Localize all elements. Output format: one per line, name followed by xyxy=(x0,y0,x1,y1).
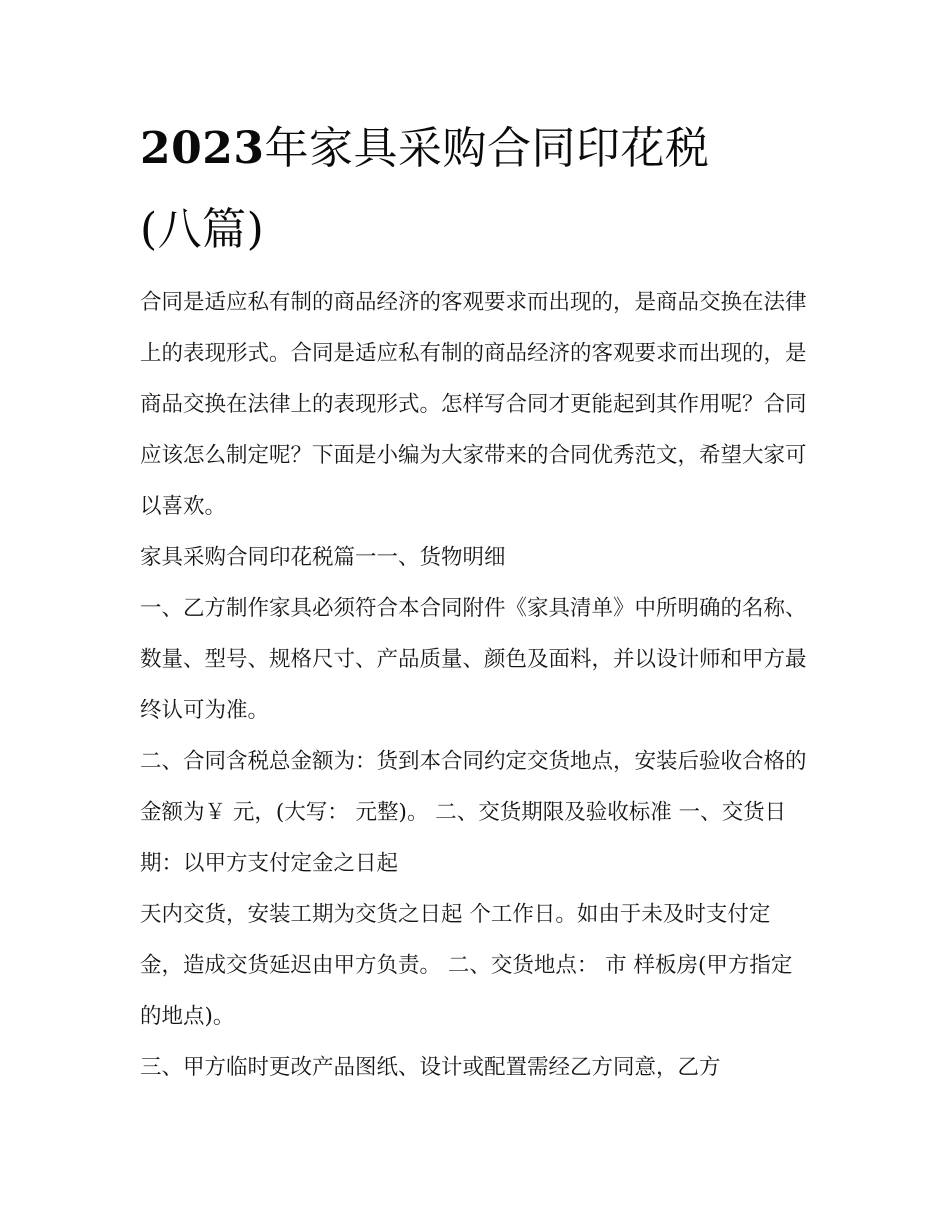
paragraph-intro: 合同是适应私有制的商品经济的客观要求而出现的，是商品交换在法律上的表现形式。合同是适应私有制的商品经济的客观要求而出现的，是商品交换在法律上的表现形式。怎样写合同才更能起到其作用呢？合同应该怎么制定呢？下面是小编为大家带来的合同优秀范文，希望大家可以喜欢。 xyxy=(140,290,807,519)
paragraph-clause-2: 二、合同含税总金额为：货到本合同约定交货地点，安装后验收合格的金额为￥ 元，(大写： 元整)。 二、交货期限及验收标准 一、交货日期：以甲方支付定金之日起 xyxy=(140,749,807,876)
document-body xyxy=(140,277,812,1093)
paragraph-clause-3: 三、甲方临时更改产品图纸、设计或配置需经乙方同意，乙方 xyxy=(140,1055,721,1080)
paragraph-delivery: 天内交货，安装工期为交货之日起 个工作日。如由于未及时支付定金，造成交货延迟由甲方负责。 二、交货地点： 市 样板房(甲方指定的地点)。 xyxy=(140,902,793,1029)
paragraph-clause-1: 一、乙方制作家具必须符合本合同附件《家具清单》中所明确的名称、数量、型号、规格尺寸、产品质量、颜色及面料，并以设计师和甲方最终认可为准。 xyxy=(140,596,807,723)
document-title xyxy=(140,108,820,270)
paragraph-section-heading: 家具采购合同印花税篇一一、货物明细 xyxy=(140,545,506,570)
title-year: 2023 xyxy=(140,123,265,174)
title-subtitle: (八篇) xyxy=(140,204,265,255)
title-text: 年家具采购合同印花税 xyxy=(264,123,710,174)
